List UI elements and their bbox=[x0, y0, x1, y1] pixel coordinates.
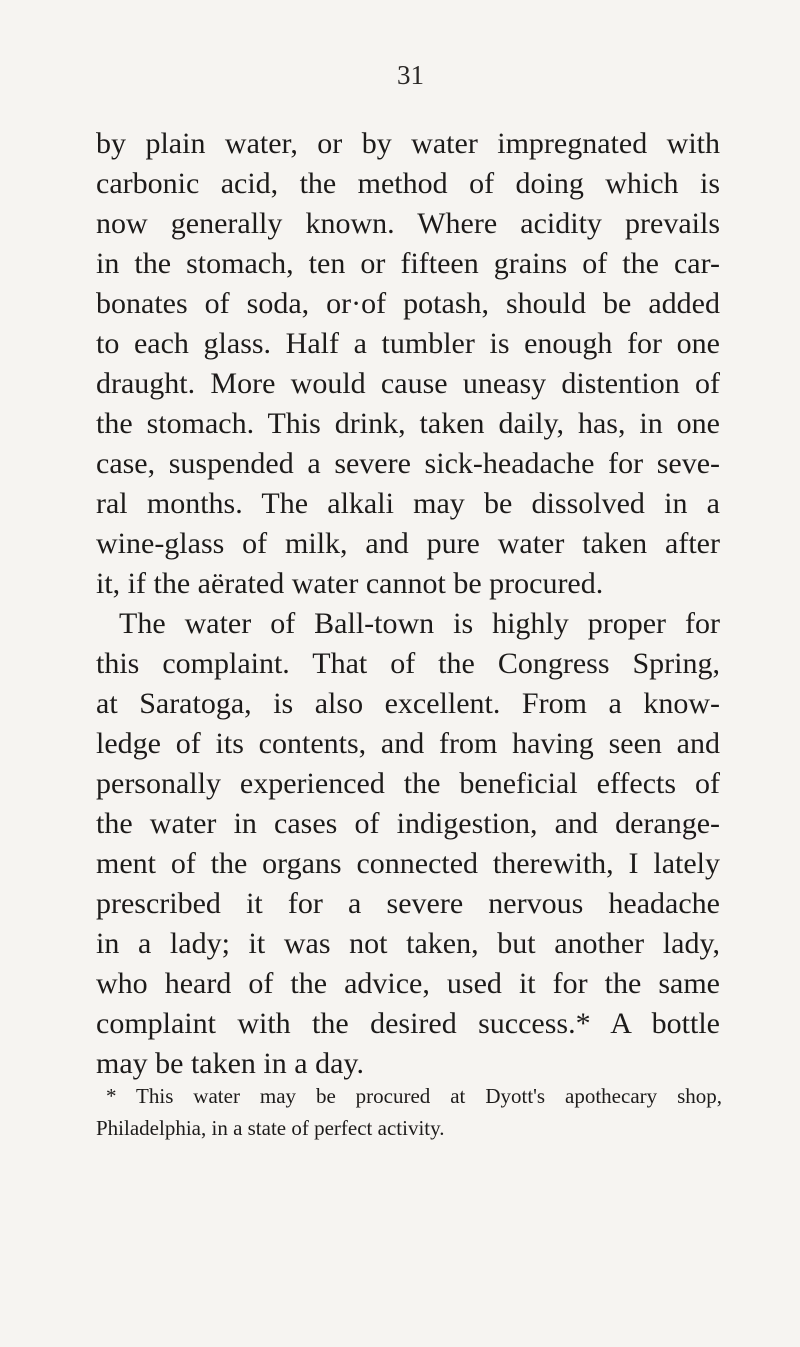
page-number: 31 bbox=[397, 60, 424, 90]
footnote-line: Philadelphia, in a state of perfect activity. bbox=[96, 1116, 445, 1140]
text-line: The water of Ball-town is highly proper for bbox=[119, 607, 720, 640]
text-line: draught. More would cause uneasy distention of bbox=[96, 367, 720, 400]
footnote bbox=[96, 1080, 722, 1144]
body-text bbox=[96, 124, 720, 1084]
text-line: the water in cases of indigestion, and derange- bbox=[96, 807, 720, 840]
text-line: this complaint. That of the Congress Spring, bbox=[96, 647, 720, 680]
text-line: to each glass. Half a tumbler is enough for one bbox=[96, 327, 720, 360]
text-line: prescribed it for a severe nervous headache bbox=[96, 887, 720, 920]
text-line: may be taken in a day. bbox=[96, 1047, 364, 1080]
text-line: in the stomach, ten or fifteen grains of the car- bbox=[96, 247, 720, 280]
text-line: ral months. The alkali may be dissolved in a bbox=[96, 487, 720, 520]
text-line: the stomach. This drink, taken daily, has, in one bbox=[96, 407, 720, 440]
text-line: wine-glass of milk, and pure water taken after bbox=[96, 527, 720, 560]
text-line: carbonic acid, the method of doing which is bbox=[96, 167, 720, 200]
text-line: it, if the aërated water cannot be procured. bbox=[96, 567, 604, 600]
text-line: case, suspended a severe sick-headache for seve- bbox=[96, 447, 720, 480]
text-line: ledge of its contents, and from having seen and bbox=[96, 727, 720, 760]
text-line: complaint with the desired success.* A bottle bbox=[96, 1007, 720, 1040]
text-line: at Saratoga, is also excellent. From a know- bbox=[96, 687, 720, 720]
footnote-line: * This water may be procured at Dyott's apothecary shop, bbox=[106, 1084, 722, 1108]
text-line: who heard of the advice, used it for the same bbox=[96, 967, 720, 1000]
text-line: in a lady; it was not taken, but another lady, bbox=[96, 927, 720, 960]
text-line: bonates of soda, or·of potash, should be added bbox=[96, 287, 720, 320]
text-line: ment of the organs connected therewith, I lately bbox=[96, 847, 720, 880]
text-line: personally experienced the beneficial effects of bbox=[96, 767, 720, 800]
text-line: now generally known. Where acidity prevails bbox=[96, 207, 720, 240]
text-line: by plain water, or by water impregnated with bbox=[96, 127, 720, 160]
